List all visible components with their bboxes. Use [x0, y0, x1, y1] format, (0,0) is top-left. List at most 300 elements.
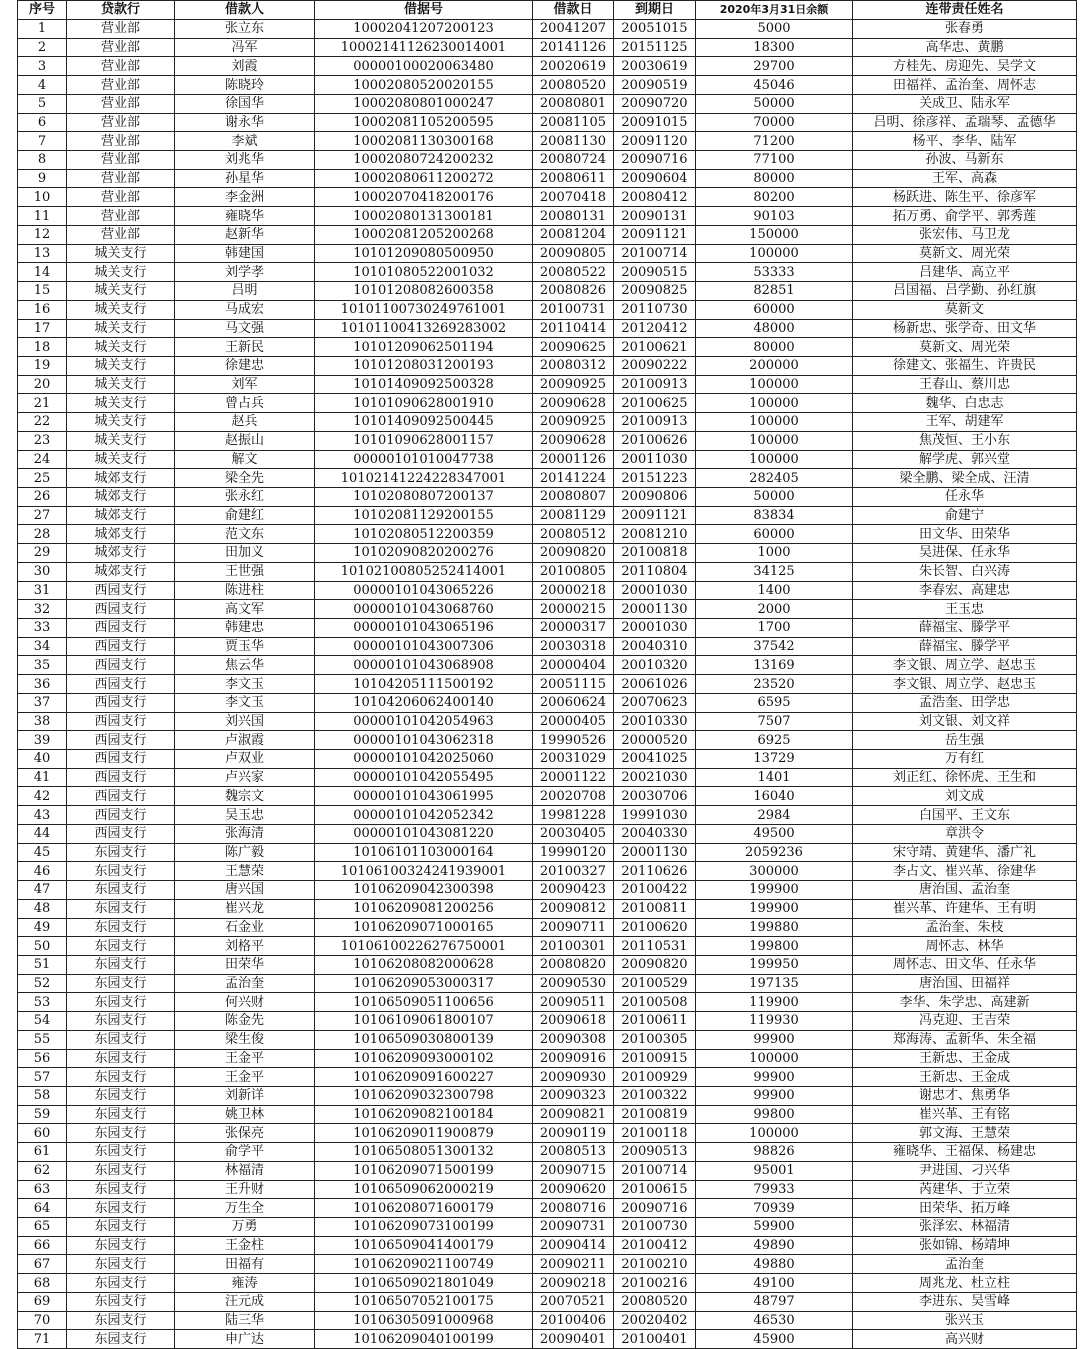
- cell-receipt-no: 10102080807200137: [315, 487, 533, 506]
- table-row: [18, 1105, 1077, 1124]
- cell-due-date: 20041025: [614, 750, 696, 769]
- header-receipt-no: 借据号: [315, 1, 533, 20]
- cell-balance: 13169: [696, 656, 853, 675]
- cell-due-date: 20090513: [614, 1143, 696, 1162]
- cell-receipt-no: 10101209062501194: [315, 338, 533, 357]
- table-row: [18, 282, 1077, 301]
- cell-guarantors: 唐治国、孟治奎: [853, 881, 1077, 900]
- cell-guarantors: 刘文成: [853, 787, 1077, 806]
- cell-borrower: 唐兴国: [175, 881, 315, 900]
- cell-branch: 东园支行: [67, 955, 175, 974]
- cell-guarantors: 雍晓华、王福保、杨建忠: [853, 1143, 1077, 1162]
- cell-guarantors: 方桂先、房迎先、吴学文: [853, 57, 1077, 76]
- cell-receipt-no: 10106109061800107: [315, 1012, 533, 1031]
- cell-borrower: 焦云华: [175, 656, 315, 675]
- cell-borrower: 姚卫林: [175, 1105, 315, 1124]
- cell-receipt-no: 10106508051300132: [315, 1143, 533, 1162]
- cell-borrower: 张保亮: [175, 1124, 315, 1143]
- cell-loan-date: 20080826: [533, 282, 614, 301]
- cell-borrower: 刘兴国: [175, 712, 315, 731]
- cell-receipt-no: 10106209082100184: [315, 1105, 533, 1124]
- cell-receipt-no: 10102141224228347001: [315, 469, 533, 488]
- cell-balance: 100000: [696, 431, 853, 450]
- cell-borrower: 申广达: [175, 1330, 315, 1349]
- cell-due-date: 20120412: [614, 319, 696, 338]
- cell-index: 44: [18, 824, 67, 843]
- cell-index: 32: [18, 600, 67, 619]
- cell-guarantors: 孙波、马新东: [853, 151, 1077, 170]
- cell-index: 3: [18, 57, 67, 76]
- cell-balance: 48000: [696, 319, 853, 338]
- cell-balance: 80000: [696, 169, 853, 188]
- cell-branch: 营业部: [67, 169, 175, 188]
- cell-receipt-no: 00000101043007306: [315, 637, 533, 656]
- cell-index: 26: [18, 487, 67, 506]
- cell-balance: 197135: [696, 974, 853, 993]
- cell-loan-date: 20090805: [533, 244, 614, 263]
- cell-due-date: 19991030: [614, 806, 696, 825]
- cell-receipt-no: 10002080520020155: [315, 76, 533, 95]
- loan-document-page: [17, 0, 1076, 1349]
- cell-due-date: 20100412: [614, 1236, 696, 1255]
- cell-branch: 营业部: [67, 225, 175, 244]
- table-row: [18, 750, 1077, 769]
- cell-index: 10: [18, 188, 67, 207]
- table-row: [18, 1311, 1077, 1330]
- cell-borrower: 李文玉: [175, 675, 315, 694]
- cell-due-date: 20090515: [614, 263, 696, 282]
- cell-branch: 营业部: [67, 151, 175, 170]
- cell-loan-date: 19990526: [533, 731, 614, 750]
- cell-loan-date: 20000218: [533, 581, 614, 600]
- cell-index: 27: [18, 506, 67, 525]
- cell-due-date: 20100611: [614, 1012, 696, 1031]
- cell-borrower: 何兴财: [175, 993, 315, 1012]
- cell-balance: 59900: [696, 1218, 853, 1237]
- cell-index: 37: [18, 693, 67, 712]
- cell-borrower: 雍涛: [175, 1274, 315, 1293]
- table-row: [18, 207, 1077, 226]
- cell-borrower: 孙星华: [175, 169, 315, 188]
- cell-borrower: 赵新华: [175, 225, 315, 244]
- cell-receipt-no: 10106305091000968: [315, 1311, 533, 1330]
- cell-balance: 60000: [696, 300, 853, 319]
- cell-borrower: 梁生俊: [175, 1030, 315, 1049]
- cell-loan-date: 20030318: [533, 637, 614, 656]
- cell-index: 66: [18, 1236, 67, 1255]
- cell-index: 71: [18, 1330, 67, 1349]
- cell-balance: 49880: [696, 1255, 853, 1274]
- cell-due-date: 20100714: [614, 1161, 696, 1180]
- cell-balance: 199880: [696, 918, 853, 937]
- cell-loan-date: 20081204: [533, 225, 614, 244]
- cell-index: 56: [18, 1049, 67, 1068]
- cell-borrower: 王新民: [175, 338, 315, 357]
- cell-guarantors: 吕明、徐彦祥、孟瑞琴、孟德华: [853, 113, 1077, 132]
- cell-index: 1: [18, 20, 67, 39]
- cell-guarantors: 俞建宁: [853, 506, 1077, 525]
- cell-due-date: 20081210: [614, 525, 696, 544]
- cell-receipt-no: 00000101043081220: [315, 824, 533, 843]
- cell-branch: 城郊支行: [67, 506, 175, 525]
- cell-index: 42: [18, 787, 67, 806]
- cell-index: 64: [18, 1199, 67, 1218]
- cell-loan-date: 20100406: [533, 1311, 614, 1330]
- cell-index: 62: [18, 1161, 67, 1180]
- cell-receipt-no: 10104206062400140: [315, 693, 533, 712]
- cell-borrower: 王世强: [175, 562, 315, 581]
- cell-guarantors: 高兴财: [853, 1330, 1077, 1349]
- cell-borrower: 刘学孝: [175, 263, 315, 282]
- cell-guarantors: 张如锦、杨靖坤: [853, 1236, 1077, 1255]
- cell-index: 38: [18, 712, 67, 731]
- cell-loan-date: 20090218: [533, 1274, 614, 1293]
- cell-loan-date: 20081129: [533, 506, 614, 525]
- cell-index: 20: [18, 375, 67, 394]
- cell-guarantors: 白国平、王文东: [853, 806, 1077, 825]
- cell-balance: 71200: [696, 132, 853, 151]
- cell-loan-date: 20090308: [533, 1030, 614, 1049]
- cell-balance: 119900: [696, 993, 853, 1012]
- cell-borrower: 王金平: [175, 1068, 315, 1087]
- cell-loan-date: 20000317: [533, 619, 614, 638]
- cell-receipt-no: 00000101043068908: [315, 656, 533, 675]
- cell-guarantors: 唐治国、田福祥: [853, 974, 1077, 993]
- table-row: [18, 1199, 1077, 1218]
- cell-balance: 2984: [696, 806, 853, 825]
- table-row: [18, 1030, 1077, 1049]
- cell-due-date: 20091120: [614, 132, 696, 151]
- cell-branch: 营业部: [67, 94, 175, 113]
- cell-due-date: 20100620: [614, 918, 696, 937]
- cell-balance: 70000: [696, 113, 853, 132]
- cell-guarantors: 吴进保、任永华: [853, 544, 1077, 563]
- cell-guarantors: 高华忠、黄鹏: [853, 38, 1077, 57]
- cell-loan-date: 20000404: [533, 656, 614, 675]
- cell-receipt-no: 10101100730249761001: [315, 300, 533, 319]
- table-row: [18, 1068, 1077, 1087]
- table-row: [18, 637, 1077, 656]
- cell-branch: 东园支行: [67, 1068, 175, 1087]
- cell-borrower: 陈广毅: [175, 843, 315, 862]
- cell-index: 60: [18, 1124, 67, 1143]
- cell-loan-date: 20080522: [533, 263, 614, 282]
- cell-branch: 东园支行: [67, 881, 175, 900]
- cell-branch: 东园支行: [67, 899, 175, 918]
- header-guarantors: 连带责任姓名: [853, 1, 1077, 20]
- cell-balance: 100000: [696, 450, 853, 469]
- cell-receipt-no: 10106209071000165: [315, 918, 533, 937]
- cell-guarantors: 任永华: [853, 487, 1077, 506]
- cell-due-date: 20110626: [614, 862, 696, 881]
- cell-branch: 东园支行: [67, 1292, 175, 1311]
- table-row: [18, 94, 1077, 113]
- table-row: [18, 619, 1077, 638]
- cell-loan-date: 20051115: [533, 675, 614, 694]
- cell-balance: 199900: [696, 881, 853, 900]
- cell-branch: 东园支行: [67, 1049, 175, 1068]
- cell-due-date: 20110531: [614, 937, 696, 956]
- cell-due-date: 20100818: [614, 544, 696, 563]
- cell-branch: 东园支行: [67, 974, 175, 993]
- cell-receipt-no: 10102080512200359: [315, 525, 533, 544]
- cell-loan-date: 20100301: [533, 937, 614, 956]
- cell-branch: 东园支行: [67, 1255, 175, 1274]
- cell-loan-date: 20090925: [533, 413, 614, 432]
- cell-due-date: 20100322: [614, 1086, 696, 1105]
- cell-loan-date: 20090211: [533, 1255, 614, 1274]
- cell-guarantors: 梁全鹏、梁全成、汪清: [853, 469, 1077, 488]
- cell-borrower: 万勇: [175, 1218, 315, 1237]
- table-row: [18, 431, 1077, 450]
- cell-receipt-no: 10106209021100749: [315, 1255, 533, 1274]
- cell-index: 53: [18, 993, 67, 1012]
- table-row: [18, 338, 1077, 357]
- cell-balance: 300000: [696, 862, 853, 881]
- cell-loan-date: 20081130: [533, 132, 614, 151]
- table-row: [18, 151, 1077, 170]
- cell-borrower: 卢兴家: [175, 768, 315, 787]
- table-row: [18, 1180, 1077, 1199]
- cell-guarantors: 孟治奎: [853, 1255, 1077, 1274]
- cell-receipt-no: 10106209081200256: [315, 899, 533, 918]
- cell-index: 6: [18, 113, 67, 132]
- cell-index: 28: [18, 525, 67, 544]
- cell-receipt-no: 10002080724200232: [315, 151, 533, 170]
- cell-index: 14: [18, 263, 67, 282]
- cell-receipt-no: 10106100226276750001: [315, 937, 533, 956]
- table-row: [18, 450, 1077, 469]
- cell-receipt-no: 10101208082600358: [315, 282, 533, 301]
- cell-due-date: 20020402: [614, 1311, 696, 1330]
- cell-receipt-no: 10106209042300398: [315, 881, 533, 900]
- cell-guarantors: 李进东、吴雪峰: [853, 1292, 1077, 1311]
- cell-guarantors: 莫新文、周光荣: [853, 244, 1077, 263]
- cell-due-date: 20100625: [614, 394, 696, 413]
- cell-due-date: 20100615: [614, 1180, 696, 1199]
- cell-receipt-no: 10102081129200155: [315, 506, 533, 525]
- table-row: [18, 787, 1077, 806]
- cell-loan-date: 20090618: [533, 1012, 614, 1031]
- table-row: [18, 113, 1077, 132]
- table-row: [18, 375, 1077, 394]
- cell-borrower: 林福清: [175, 1161, 315, 1180]
- cell-borrower: 刘军: [175, 375, 315, 394]
- cell-branch: 城关支行: [67, 394, 175, 413]
- cell-receipt-no: 10106209032300798: [315, 1086, 533, 1105]
- cell-branch: 西园支行: [67, 693, 175, 712]
- cell-balance: 45900: [696, 1330, 853, 1349]
- cell-branch: 东园支行: [67, 1086, 175, 1105]
- table-row: [18, 544, 1077, 563]
- cell-borrower: 吴玉忠: [175, 806, 315, 825]
- table-row: [18, 1236, 1077, 1255]
- cell-guarantors: 周怀志、林华: [853, 937, 1077, 956]
- cell-due-date: 20080520: [614, 1292, 696, 1311]
- cell-index: 4: [18, 76, 67, 95]
- cell-due-date: 20100730: [614, 1218, 696, 1237]
- cell-branch: 营业部: [67, 188, 175, 207]
- cell-borrower: 韩建国: [175, 244, 315, 263]
- cell-borrower: 卢淑霞: [175, 731, 315, 750]
- cell-guarantors: 田福祥、孟治奎、周怀志: [853, 76, 1077, 95]
- cell-borrower: 曾占兵: [175, 394, 315, 413]
- cell-guarantors: 冯克迎、王吉荣: [853, 1012, 1077, 1031]
- header-borrower: 借款人: [175, 1, 315, 20]
- cell-due-date: 20090825: [614, 282, 696, 301]
- cell-loan-date: 20090731: [533, 1218, 614, 1237]
- cell-guarantors: 崔兴革、王有铭: [853, 1105, 1077, 1124]
- cell-index: 8: [18, 151, 67, 170]
- cell-receipt-no: 10106209011900879: [315, 1124, 533, 1143]
- cell-loan-date: 20001122: [533, 768, 614, 787]
- cell-borrower: 高文军: [175, 600, 315, 619]
- cell-loan-date: 20080512: [533, 525, 614, 544]
- cell-index: 52: [18, 974, 67, 993]
- cell-guarantors: 张宏伟、马卫龙: [853, 225, 1077, 244]
- cell-due-date: 20100210: [614, 1255, 696, 1274]
- cell-due-date: 20021030: [614, 768, 696, 787]
- cell-loan-date: 20080611: [533, 169, 614, 188]
- cell-due-date: 20090604: [614, 169, 696, 188]
- cell-receipt-no: 10106208082000628: [315, 955, 533, 974]
- cell-loan-date: 20080820: [533, 955, 614, 974]
- cell-due-date: 20110804: [614, 562, 696, 581]
- cell-loan-date: 20041207: [533, 20, 614, 39]
- cell-index: 22: [18, 413, 67, 432]
- cell-loan-date: 20090530: [533, 974, 614, 993]
- cell-due-date: 20090716: [614, 1199, 696, 1218]
- cell-balance: 45046: [696, 76, 853, 95]
- table-row: [18, 993, 1077, 1012]
- cell-guarantors: 杨跃进、陈生平、徐彦军: [853, 188, 1077, 207]
- cell-receipt-no: 10106509041400179: [315, 1236, 533, 1255]
- cell-balance: 49500: [696, 824, 853, 843]
- cell-index: 16: [18, 300, 67, 319]
- header-balance: 2020年3月31日余额: [696, 1, 853, 20]
- cell-branch: 西园支行: [67, 768, 175, 787]
- cell-loan-date: 20090625: [533, 338, 614, 357]
- cell-index: 39: [18, 731, 67, 750]
- table-row: [18, 1143, 1077, 1162]
- cell-due-date: 20100913: [614, 413, 696, 432]
- cell-receipt-no: 00000100020063480: [315, 57, 533, 76]
- cell-guarantors: 朱长智、白兴涛: [853, 562, 1077, 581]
- cell-borrower: 卢双业: [175, 750, 315, 769]
- cell-index: 70: [18, 1311, 67, 1330]
- table-row: [18, 881, 1077, 900]
- cell-guarantors: 孟治奎、朱枝: [853, 918, 1077, 937]
- cell-guarantors: 周兆龙、杜立柱: [853, 1274, 1077, 1293]
- cell-guarantors: 王新忠、王金成: [853, 1068, 1077, 1087]
- cell-due-date: 20070623: [614, 693, 696, 712]
- cell-index: 51: [18, 955, 67, 974]
- cell-index: 2: [18, 38, 67, 57]
- cell-due-date: 20090720: [614, 94, 696, 113]
- cell-branch: 西园支行: [67, 637, 175, 656]
- table-row: [18, 806, 1077, 825]
- cell-branch: 东园支行: [67, 993, 175, 1012]
- cell-index: 7: [18, 132, 67, 151]
- cell-index: 36: [18, 675, 67, 694]
- cell-balance: 6595: [696, 693, 853, 712]
- table-row: [18, 1218, 1077, 1237]
- table-row: [18, 693, 1077, 712]
- cell-index: 49: [18, 918, 67, 937]
- cell-guarantors: 解学虎、郭兴堂: [853, 450, 1077, 469]
- cell-balance: 7507: [696, 712, 853, 731]
- cell-balance: 100000: [696, 1124, 853, 1143]
- cell-loan-date: 20000215: [533, 600, 614, 619]
- cell-receipt-no: 00000101042055495: [315, 768, 533, 787]
- cell-guarantors: 宋守靖、黄建华、潘广礼: [853, 843, 1077, 862]
- cell-index: 63: [18, 1180, 67, 1199]
- cell-index: 12: [18, 225, 67, 244]
- cell-due-date: 20010330: [614, 712, 696, 731]
- cell-borrower: 孟治奎: [175, 974, 315, 993]
- table-row: [18, 506, 1077, 525]
- cell-loan-date: 20080312: [533, 356, 614, 375]
- cell-branch: 城关支行: [67, 319, 175, 338]
- cell-guarantors: 薛福宝、滕学平: [853, 637, 1077, 656]
- cell-loan-date: 20090628: [533, 394, 614, 413]
- table-row: [18, 824, 1077, 843]
- cell-balance: 13729: [696, 750, 853, 769]
- cell-loan-date: 20090711: [533, 918, 614, 937]
- cell-index: 31: [18, 581, 67, 600]
- cell-loan-date: 20090821: [533, 1105, 614, 1124]
- cell-due-date: 20001030: [614, 581, 696, 600]
- cell-due-date: 20090131: [614, 207, 696, 226]
- cell-loan-date: 20090925: [533, 375, 614, 394]
- cell-branch: 城关支行: [67, 300, 175, 319]
- cell-branch: 东园支行: [67, 1236, 175, 1255]
- cell-balance: 77100: [696, 151, 853, 170]
- table-row: [18, 918, 1077, 937]
- cell-balance: 48797: [696, 1292, 853, 1311]
- cell-receipt-no: 00000101042052342: [315, 806, 533, 825]
- cell-balance: 90103: [696, 207, 853, 226]
- cell-borrower: 赵兵: [175, 413, 315, 432]
- cell-balance: 2000: [696, 600, 853, 619]
- table-row: [18, 656, 1077, 675]
- cell-borrower: 解文: [175, 450, 315, 469]
- cell-index: 46: [18, 862, 67, 881]
- cell-loan-date: 20090628: [533, 431, 614, 450]
- cell-branch: 东园支行: [67, 1311, 175, 1330]
- cell-index: 30: [18, 562, 67, 581]
- cell-balance: 100000: [696, 413, 853, 432]
- cell-receipt-no: 00000101010047738: [315, 450, 533, 469]
- cell-balance: 80000: [696, 338, 853, 357]
- cell-receipt-no: 10101209080500950: [315, 244, 533, 263]
- cell-receipt-no: 10106209071500199: [315, 1161, 533, 1180]
- cell-guarantors: 谢忠才、焦勇华: [853, 1086, 1077, 1105]
- cell-balance: 150000: [696, 225, 853, 244]
- cell-branch: 西园支行: [67, 675, 175, 694]
- table-row: [18, 1292, 1077, 1311]
- cell-receipt-no: 10106101103000164: [315, 843, 533, 862]
- table-row: [18, 525, 1077, 544]
- cell-index: 9: [18, 169, 67, 188]
- table-body: [18, 20, 1077, 1349]
- cell-receipt-no: 10101090628001157: [315, 431, 533, 450]
- cell-loan-date: 20090119: [533, 1124, 614, 1143]
- cell-loan-date: 19981228: [533, 806, 614, 825]
- cell-index: 61: [18, 1143, 67, 1162]
- cell-index: 40: [18, 750, 67, 769]
- cell-due-date: 20100621: [614, 338, 696, 357]
